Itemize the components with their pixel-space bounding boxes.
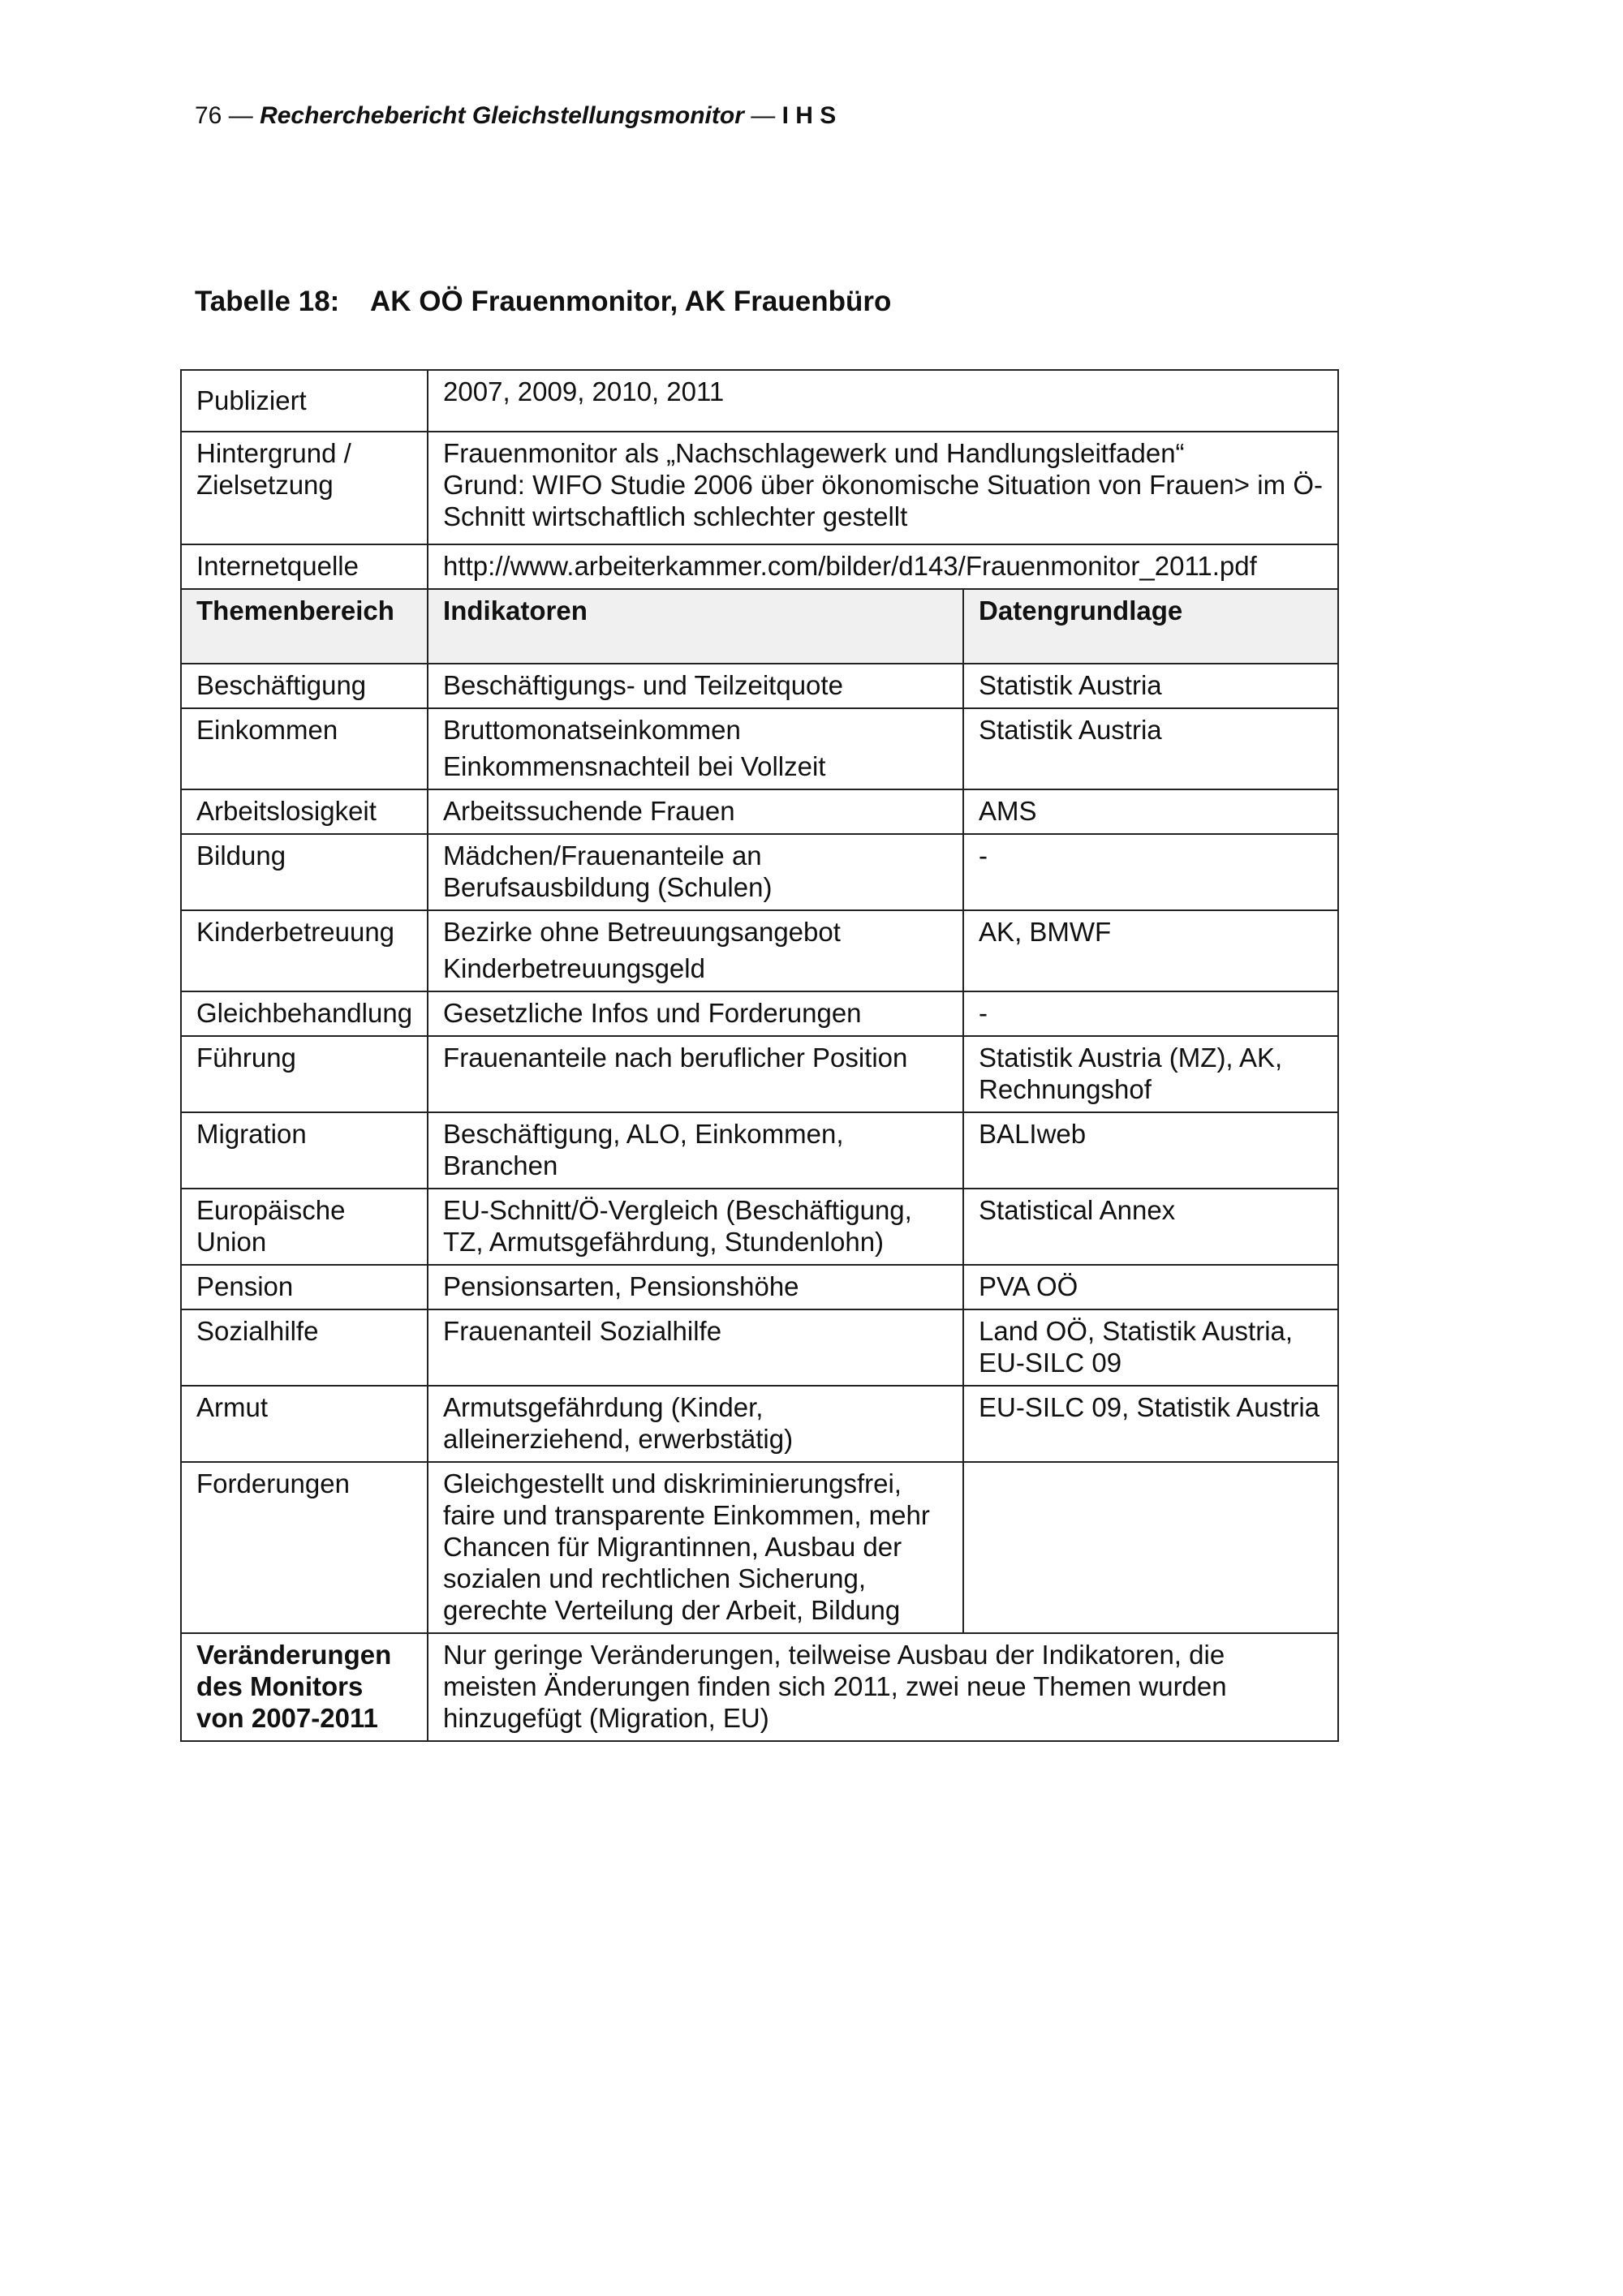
published-label: Publiziert (181, 370, 428, 432)
background-value (428, 432, 1338, 544)
indicator-cell (428, 708, 963, 789)
table-row (181, 1265, 1338, 1309)
background-value-line: Frauenmonitor als „Nachschlagewerk und Handlungsleitfaden“ (443, 438, 1185, 468)
indicator-line: Bruttomonatseinkommen (443, 715, 741, 745)
table-row (181, 1309, 1338, 1386)
table-caption (195, 286, 891, 318)
table-row (181, 910, 1338, 991)
source-value: http://www.arbeiterkammer.com/bilder/d143/Frauenmonitor_2011.pdf (428, 544, 1338, 589)
table-row (181, 789, 1338, 834)
topic-cell: Migration (181, 1112, 428, 1189)
indicator-cell: Arbeitssuchende Frauen (428, 789, 963, 834)
header-separator: — (751, 102, 776, 129)
indicator-cell (428, 910, 963, 991)
topic-cell: Bildung (181, 834, 428, 910)
table-number: Tabelle 18: (195, 286, 340, 317)
indicator-cell: Beschäftigung, ALO, Einkommen, Branchen (428, 1112, 963, 1189)
column-header-data-basis: Datengrundlage (963, 589, 1338, 664)
indicator-cell: Mädchen/Frauenanteile an Berufsausbildung (Schulen) (428, 834, 963, 910)
data-basis-cell: - (963, 834, 1338, 910)
background-label-line: Zielsetzung (196, 470, 334, 500)
table-row (181, 834, 1338, 910)
topic-cell: Armut (181, 1386, 428, 1462)
background-row (181, 432, 1338, 544)
table-row (181, 664, 1338, 708)
data-basis-cell: BALIweb (963, 1112, 1338, 1189)
table-row (181, 1189, 1338, 1265)
data-basis-cell: Statistical Annex (963, 1189, 1338, 1265)
table-row (181, 1386, 1338, 1462)
indicator-line: Bezirke ohne Betreuungsangebot (443, 917, 841, 947)
topic-cell: Kinderbetreuung (181, 910, 428, 991)
data-basis-cell: Land OÖ, Statistik Austria, EU-SILC 09 (963, 1309, 1338, 1386)
indicator-line: Kinderbetreuungsgeld (443, 953, 705, 983)
changes-value: Nur geringe Veränderungen, teilweise Ausbau der Indikatoren, die meisten Änderungen finden sich 2011, zwei neue Themen wurden hinzugefügt (Migration, EU) (428, 1633, 1338, 1741)
data-basis-cell: EU-SILC 09, Statistik Austria (963, 1386, 1338, 1462)
changes-label: Veränderungen des Monitors von 2007-2011 (181, 1633, 428, 1741)
column-header-topic: Themenbereich (181, 589, 428, 664)
indicator-cell: Pensionsarten, Pensionshöhe (428, 1265, 963, 1309)
topic-cell: Forderungen (181, 1462, 428, 1633)
data-basis-cell: - (963, 991, 1338, 1036)
indicator-cell: Frauenanteile nach beruflicher Position (428, 1036, 963, 1112)
topic-cell: Einkommen (181, 708, 428, 789)
page-number: 76 (195, 102, 222, 129)
running-header (195, 102, 836, 130)
data-basis-cell: Statistik Austria (963, 664, 1338, 708)
column-header-indicators: Indikatoren (428, 589, 963, 664)
source-label: Internetquelle (181, 544, 428, 589)
indicator-cell: Armutsgefährdung (Kinder, alleinerziehend, erwerbstätig) (428, 1386, 963, 1462)
data-basis-cell: PVA OÖ (963, 1265, 1338, 1309)
data-basis-cell: AMS (963, 789, 1338, 834)
background-value-line: Grund: WIFO Studie 2006 über ökonomische Situation von Frauen> im Ö-Schnitt wirtschaftlich schlechter gestellt (443, 470, 1323, 531)
topic-cell: Beschäftigung (181, 664, 428, 708)
data-basis-cell: Statistik Austria (MZ), AK, Rechnungshof (963, 1036, 1338, 1112)
data-basis-cell: Statistik Austria (963, 708, 1338, 789)
monitor-table (180, 369, 1339, 1742)
header-separator: — (228, 102, 253, 129)
topic-cell: Sozialhilfe (181, 1309, 428, 1386)
data-basis-cell (963, 1462, 1338, 1633)
column-header-row (181, 589, 1338, 664)
table-row (181, 1462, 1338, 1633)
table-row (181, 1036, 1338, 1112)
indicator-cell: Beschäftigungs- und Teilzeitquote (428, 664, 963, 708)
indicator-line: Einkommensnachteil bei Vollzeit (443, 751, 826, 781)
published-row (181, 370, 1338, 432)
indicator-cell: Gesetzliche Infos und Forderungen (428, 991, 963, 1036)
table-row (181, 1112, 1338, 1189)
table-row (181, 708, 1338, 789)
indicator-cell: EU-Schnitt/Ö-Vergleich (Beschäftigung, TZ, Armutsgefährdung, Stundenlohn) (428, 1189, 963, 1265)
report-title: Recherchebericht Gleichstellungsmonitor (260, 102, 744, 129)
indicator-cell: Gleichgestellt und diskriminierungsfrei, faire und transparente Einkommen, mehr Chancen für Migrantinnen, Ausbau der sozialen und rechtlichen Sicherung, gerechte Verteilung der Arbeit, Bildung (428, 1462, 963, 1633)
indicator-cell: Frauenanteil Sozialhilfe (428, 1309, 963, 1386)
data-basis-cell: AK, BMWF (963, 910, 1338, 991)
table-row (181, 991, 1338, 1036)
topic-cell: Gleichbehandlung (181, 991, 428, 1036)
table-title: AK OÖ Frauenmonitor, AK Frauenbüro (370, 286, 892, 317)
background-label (181, 432, 428, 544)
topic-cell: Europäische Union (181, 1189, 428, 1265)
background-label-line: Hintergrund / (196, 438, 351, 468)
topic-cell: Arbeitslosigkeit (181, 789, 428, 834)
published-value: 2007, 2009, 2010, 2011 (428, 370, 1338, 432)
topic-cell: Pension (181, 1265, 428, 1309)
institute-name: I H S (781, 102, 837, 129)
topic-cell: Führung (181, 1036, 428, 1112)
source-row (181, 544, 1338, 589)
changes-row (181, 1633, 1338, 1741)
